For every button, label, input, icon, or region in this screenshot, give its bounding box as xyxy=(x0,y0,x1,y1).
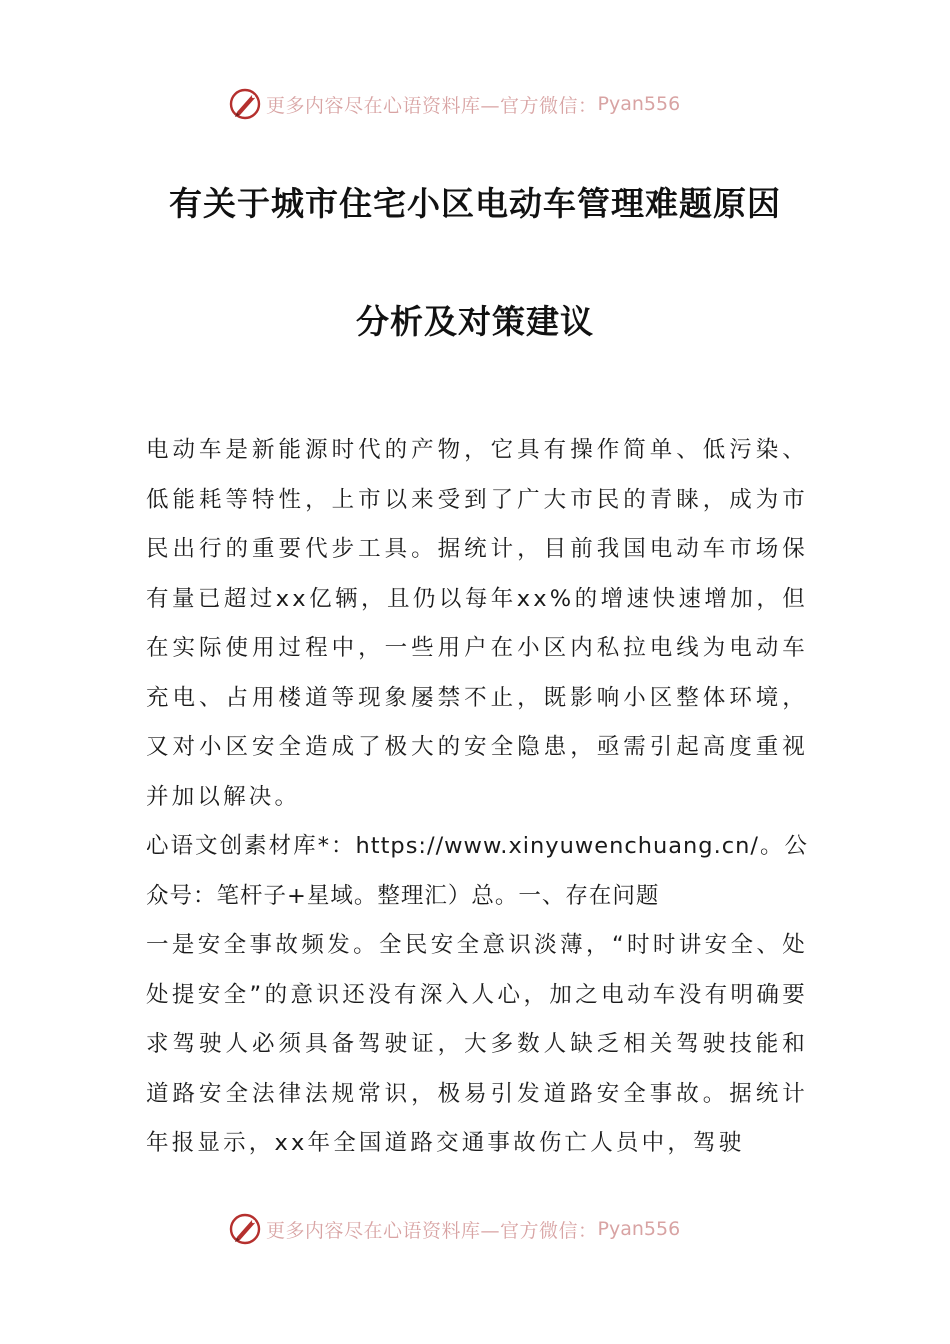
point-one-paragraph: 一是安全事故频发。全民安全意识淡薄，“时时讲安全、处处提安全”的意识还没有深入人心，加之电动车没有明确要求驾驶人必须具备驾驶证，大多数人缺乏相关驾驶技能和道路安全法律法规常识，极易引发道路安全事故。据统计年报显示，xx年全国道路交通事故伤亡人员中，驾驶 xyxy=(146,932,808,1156)
pen-logo-icon xyxy=(228,87,262,121)
intro-paragraph: 电动车是新能源时代的产物，它具有操作简单、低污染、低能耗等特性，上市以来受到了广大市民的青睐，成为市民出行的重要代步工具。据统计，目前我国电动车市场保有量已超过xx亿辆，且仍以每年xx%的增速快速增加，但在实际使用过程中，一些用户在小区内私拉电线为电动车充电、占用楼道等现象屡禁不止，既影响小区整体环境，又对小区安全造成了极大的安全隐患，亟需引起高度重视并加以解决。 xyxy=(146,437,808,810)
document-title-line-2: 分析及对策建议 xyxy=(356,302,594,341)
pen-logo-icon xyxy=(228,1212,262,1246)
footer-watermark xyxy=(228,1209,680,1249)
source-paragraph: 心语文创素材库*：https://www.xinyuwenchuang.cn/。公众号：笔杆子+星域。整理汇）总。一、存在问题 xyxy=(146,833,808,909)
watermark-text: 更多内容尽在心语资料库—官方微信： xyxy=(266,94,598,117)
document-body xyxy=(146,426,808,1169)
watermark-wechat-id: Pyan556 xyxy=(597,93,681,115)
watermark-text: 更多内容尽在心语资料库—官方微信： xyxy=(266,1219,598,1242)
document-title-line-1: 有关于城市住宅小区电动车管理难题原因 xyxy=(169,184,781,223)
header-watermark xyxy=(228,84,680,124)
watermark-wechat-id: Pyan556 xyxy=(597,1218,681,1240)
